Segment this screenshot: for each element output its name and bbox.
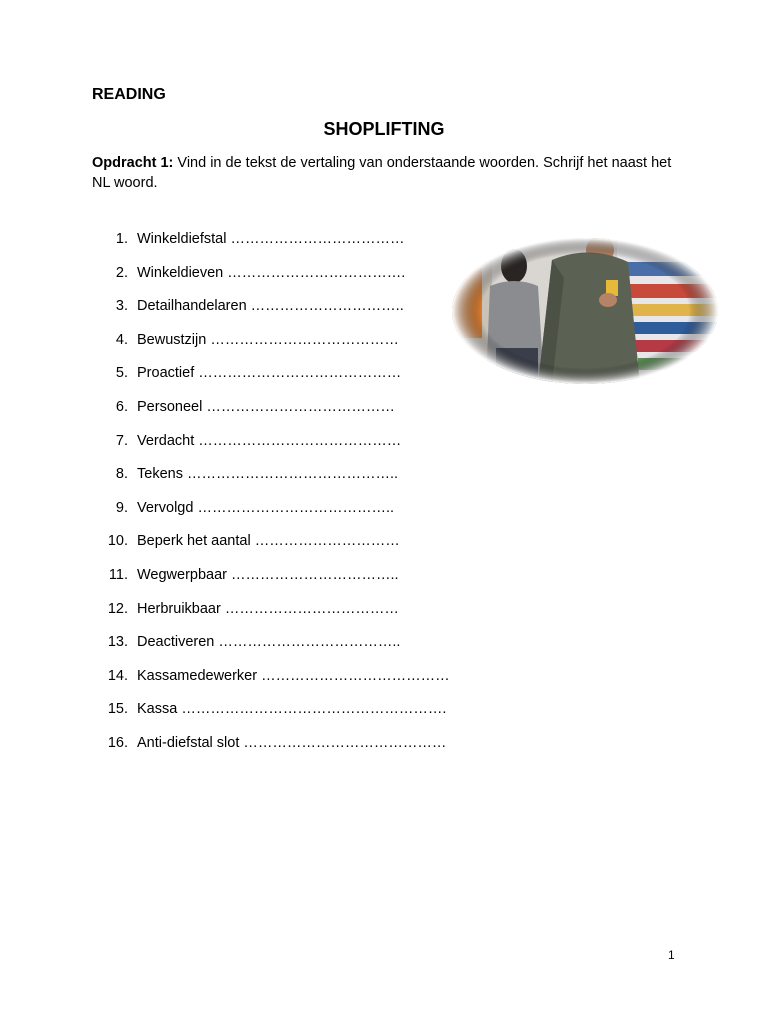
list-item	[0, 363, 520, 383]
item-number: 13.	[107, 634, 128, 651]
list-item	[0, 733, 520, 753]
list-item	[0, 498, 520, 518]
item-number: 14.	[107, 667, 128, 684]
item-text: Personeel …………………………………	[137, 399, 395, 415]
list-item	[0, 263, 520, 283]
page-number: 1	[668, 948, 675, 962]
list-item	[0, 464, 520, 484]
page-title: SHOPLIFTING	[323, 119, 445, 139]
item-number: 4.	[115, 331, 128, 348]
item-number: 10.	[107, 533, 128, 550]
section-label: READING	[92, 86, 166, 103]
item-number: 2.	[115, 264, 128, 281]
item-number: 15.	[107, 701, 128, 718]
list-item	[0, 666, 520, 686]
shoplifting-photo	[452, 238, 718, 384]
list-item	[0, 397, 520, 417]
list-item	[0, 531, 520, 551]
item-number: 8.	[115, 466, 128, 483]
item-text: Herbruikbaar ………………………………	[137, 600, 399, 617]
list-item	[0, 296, 520, 316]
item-number: 7.	[115, 432, 128, 449]
item-number: 3.	[115, 298, 128, 315]
item-number: 11.	[108, 567, 128, 583]
list-item	[0, 599, 520, 619]
item-text: Detailhandelaren …………………………..	[137, 298, 404, 315]
item-text: Vervolgd …………………………………..	[137, 499, 395, 516]
item-text: Kassamedewerker …………………………………	[137, 667, 450, 684]
item-text: Winkeldieven ……………………………….	[137, 264, 406, 281]
list-item	[0, 632, 520, 652]
item-number: 6.	[115, 399, 128, 415]
instruction	[92, 153, 672, 193]
item-text: Proactief ……………………………………	[137, 365, 402, 382]
item-text: Bewustzijn …………………………………	[137, 331, 399, 348]
item-text: Beperk het aantal …………………………	[137, 533, 400, 550]
item-text: Deactiveren ………………………………..	[137, 634, 401, 651]
item-text: Winkeldiefstal ………………………………	[137, 231, 405, 247]
item-number: 9.	[115, 499, 128, 516]
item-text: Verdacht ……………………………………	[137, 432, 402, 449]
instruction-text: Vind in de tekst de vertaling van onderstaande woorden. Schrijf het naast het NL woord.	[92, 155, 672, 191]
list-item	[0, 699, 520, 719]
item-text: Tekens ……………………………………..	[137, 466, 399, 483]
list-item	[0, 431, 520, 451]
item-number: 16.	[107, 735, 128, 751]
item-number: 5.	[115, 365, 128, 382]
list-item	[0, 565, 520, 585]
list-item	[0, 330, 520, 350]
instruction-label: Opdracht 1:	[92, 155, 174, 171]
item-text: Wegwerpbaar ……………………………..	[137, 567, 399, 583]
item-number: 12.	[107, 600, 128, 617]
item-text: Kassa ……………………………………………….	[137, 701, 447, 718]
item-number: 1.	[115, 231, 128, 247]
item-text: Anti-diefstal slot ……………………………………	[137, 735, 447, 751]
list-item	[0, 229, 520, 249]
